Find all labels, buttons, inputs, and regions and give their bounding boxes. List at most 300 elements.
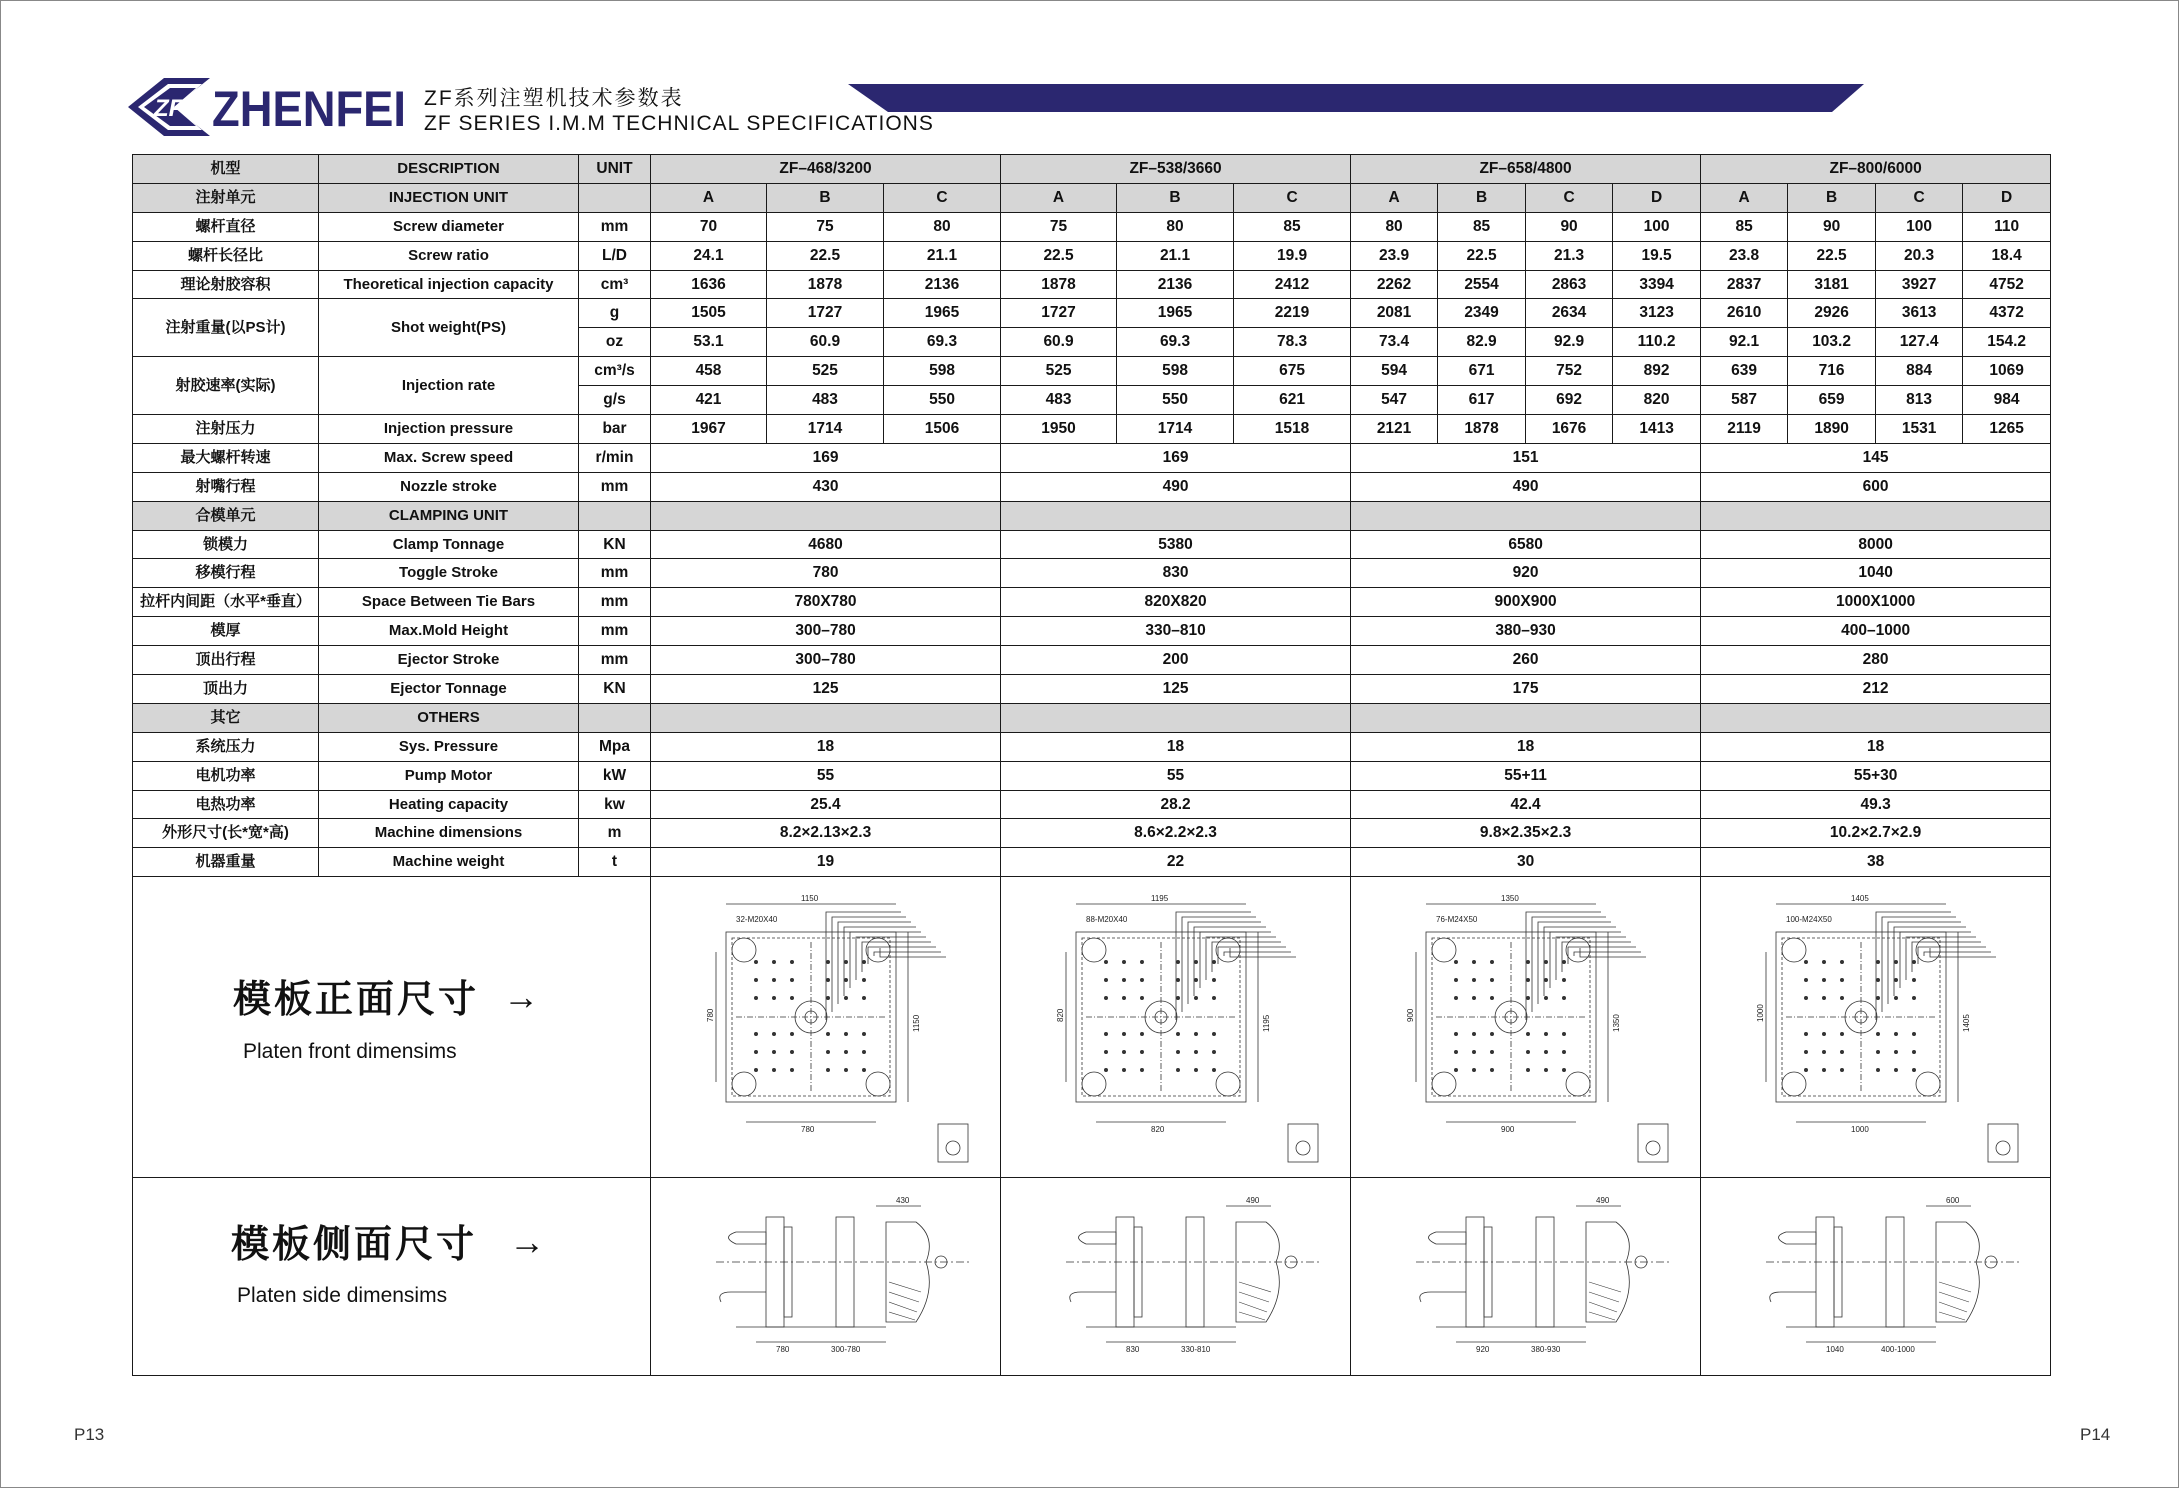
variant-cell: C [884, 183, 1001, 212]
value-cell: 100 [1876, 212, 1963, 241]
value-cell: 780X780 [651, 588, 1001, 617]
label-cn: 射嘴行程 [133, 472, 319, 501]
unit-cell: g/s [579, 386, 651, 415]
top-dimension-label: 430 [895, 1195, 909, 1205]
value-cell: 19.9 [1234, 241, 1351, 270]
variant-cell: B [1117, 183, 1234, 212]
label-cn: 理论射胶容积 [133, 270, 319, 299]
label-en: Injection pressure [319, 415, 579, 444]
value-cell: 1000X1000 [1701, 588, 2051, 617]
value-cell: 2121 [1351, 415, 1438, 444]
front-drawing-cell [651, 877, 1001, 1178]
value-cell: 1265 [1963, 415, 2051, 444]
unit-cell [579, 183, 651, 212]
tie-bar-label: 780 [800, 1125, 814, 1135]
value-cell: 1965 [1117, 299, 1234, 328]
label-en: Pump Motor [319, 761, 579, 790]
value-cell: 1714 [1117, 415, 1234, 444]
value-cell: 260 [1351, 646, 1701, 675]
value-cell: 4680 [651, 530, 1001, 559]
width-label: 1350 [1500, 894, 1519, 904]
label-en: Ejector Stroke [319, 646, 579, 675]
value-cell: 587 [1701, 386, 1788, 415]
value-cell: 18 [651, 732, 1001, 761]
value-cell: 125 [1001, 675, 1351, 704]
row-nozzle-stroke [133, 472, 2051, 501]
label-en: Clamp Tonnage [319, 530, 579, 559]
unit-cell: mm [579, 617, 651, 646]
value-cell: 1413 [1613, 415, 1701, 444]
front-cn-label: 模板正面尺寸 [233, 977, 480, 1022]
unit-cell: r/min [579, 443, 651, 472]
value-cell: 2610 [1701, 299, 1788, 328]
variant-cell: A [1001, 183, 1117, 212]
label-cn: 射胶速率(实际) [133, 357, 319, 415]
value-cell: 8000 [1701, 530, 2051, 559]
front-drawing-cell [1001, 877, 1351, 1178]
mold-height-label: 380-930 [1530, 1344, 1560, 1354]
row-side-drawings [133, 1178, 2051, 1376]
svg-text:ZHENFEI: ZHENFEI [212, 81, 406, 137]
front-drawing-cell [1701, 877, 2051, 1178]
value-cell: 3394 [1613, 270, 1701, 299]
header-en: DESCRIPTION [319, 155, 579, 184]
row-shot-weight-g [133, 299, 2051, 328]
thread-label: 100-M24X50 [1785, 915, 1832, 925]
value-cell: 22 [1001, 848, 1351, 877]
value-cell: 82.9 [1438, 328, 1526, 357]
value-cell: 884 [1876, 357, 1963, 386]
value-cell: 1878 [1438, 415, 1526, 444]
variant-cell: B [767, 183, 884, 212]
blank-cell [651, 501, 1001, 530]
value-cell: 22.5 [1001, 241, 1117, 270]
value-cell: 1676 [1526, 415, 1613, 444]
title-en: ZF SERIES I.M.M TECHNICAL SPECIFICATIONS [424, 112, 934, 135]
value-cell: 594 [1351, 357, 1438, 386]
model-header: ZF–468/3200 [651, 155, 1001, 184]
unit-cell: L/D [579, 241, 651, 270]
model-header: ZF–658/4800 [1351, 155, 1701, 184]
row-clamp-tonnage [133, 530, 2051, 559]
value-cell: 2349 [1438, 299, 1526, 328]
tie-bar-vertical-label: 820 [1055, 1008, 1065, 1023]
height-label: 1150 [911, 1015, 921, 1033]
value-cell: 78.3 [1234, 328, 1351, 357]
label-cn: 机器重量 [133, 848, 319, 877]
tie-bar-label: 820 [1150, 1125, 1164, 1135]
value-cell: 2262 [1351, 270, 1438, 299]
value-cell: 1965 [884, 299, 1001, 328]
value-cell: 780 [651, 559, 1001, 588]
value-cell: 90 [1788, 212, 1876, 241]
label-cn: 顶出行程 [133, 646, 319, 675]
value-cell: 60.9 [767, 328, 884, 357]
header-cn: 机型 [133, 155, 319, 184]
label-cn: 模厚 [133, 617, 319, 646]
value-cell: 525 [767, 357, 884, 386]
height-label: 1195 [1261, 1015, 1271, 1033]
value-cell: 20.3 [1876, 241, 1963, 270]
value-cell: 23.8 [1701, 241, 1788, 270]
top-dimension-label: 490 [1595, 1195, 1609, 1205]
value-cell: 490 [1351, 472, 1701, 501]
value-cell: 75 [1001, 212, 1117, 241]
platen-side-drawing [1376, 1192, 1676, 1362]
value-cell: 8.6×2.2×2.3 [1001, 819, 1351, 848]
header-accent-bar [848, 84, 1864, 112]
width-label: 1405 [1850, 894, 1869, 904]
arrow-right-icon: → [509, 1221, 545, 1263]
value-cell: 300–780 [651, 646, 1001, 675]
value-cell: 18 [1701, 732, 2051, 761]
value-cell: 2412 [1234, 270, 1351, 299]
blank-cell [651, 703, 1001, 732]
value-cell: 73.4 [1351, 328, 1438, 357]
unit-cell: cm³ [579, 270, 651, 299]
value-cell: 621 [1234, 386, 1351, 415]
value-cell: 125 [651, 675, 1001, 704]
row-pump-motor [133, 761, 2051, 790]
mold-height-label: 330-810 [1180, 1344, 1210, 1354]
label-en: Screw ratio [319, 241, 579, 270]
svg-text:ZF: ZF [154, 95, 184, 122]
label-en: Nozzle stroke [319, 472, 579, 501]
value-cell: 23.9 [1351, 241, 1438, 270]
value-cell: 85 [1701, 212, 1788, 241]
label-en: Injection rate [319, 357, 579, 415]
value-cell: 752 [1526, 357, 1613, 386]
row-dimensions [133, 819, 2051, 848]
unit-cell [579, 501, 651, 530]
value-cell: 1890 [1788, 415, 1876, 444]
label-cn: 锁模力 [133, 530, 319, 559]
unit-cell: oz [579, 328, 651, 357]
unit-cell: mm [579, 588, 651, 617]
value-cell: 2837 [1701, 270, 1788, 299]
value-cell: 820X820 [1001, 588, 1351, 617]
variant-cell: A [1351, 183, 1438, 212]
value-cell: 1950 [1001, 415, 1117, 444]
variant-cell: D [1963, 183, 2051, 212]
value-cell: 2136 [884, 270, 1001, 299]
value-cell: 22.5 [1438, 241, 1526, 270]
tie-bar-label: 780 [775, 1344, 789, 1354]
value-cell: 19 [651, 848, 1001, 877]
platen-side-drawing [1026, 1192, 1326, 1362]
section-cn: 合模单元 [133, 501, 319, 530]
label-cn: 最大螺杆转速 [133, 443, 319, 472]
value-cell: 127.4 [1876, 328, 1963, 357]
value-cell: 85 [1438, 212, 1526, 241]
value-cell: 458 [651, 357, 767, 386]
height-label: 1405 [1961, 1014, 1971, 1033]
side-drawing-cell [1001, 1178, 1351, 1376]
variant-cell: C [1876, 183, 1963, 212]
row-heating [133, 790, 2051, 819]
value-cell: 1878 [767, 270, 884, 299]
value-cell: 300–780 [651, 617, 1001, 646]
tie-bar-vertical-label: 1000 [1755, 1004, 1765, 1023]
label-cn: 顶出力 [133, 675, 319, 704]
tie-bar-label: 900 [1500, 1125, 1514, 1135]
label-cn: 螺杆长径比 [133, 241, 319, 270]
front-drawing-cell [1351, 877, 1701, 1178]
value-cell: 2554 [1438, 270, 1526, 299]
value-cell: 18 [1001, 732, 1351, 761]
front-label-cell [133, 877, 651, 1178]
value-cell: 920 [1351, 559, 1701, 588]
zhenfei-logo [128, 74, 408, 140]
platen-side-drawing [1726, 1192, 2026, 1362]
value-cell: 671 [1438, 357, 1526, 386]
label-en: Max.Mold Height [319, 617, 579, 646]
variant-cell: D [1613, 183, 1701, 212]
section-en: INJECTION UNIT [319, 183, 579, 212]
value-cell: 483 [1001, 386, 1117, 415]
value-cell: 28.2 [1001, 790, 1351, 819]
value-cell: 1506 [884, 415, 1001, 444]
label-en: Ejector Tonnage [319, 675, 579, 704]
section-en: CLAMPING UNIT [319, 501, 579, 530]
value-cell: 659 [1788, 386, 1876, 415]
label-en: Screw diameter [319, 212, 579, 241]
title-cn: ZF系列注塑机技术参数表 [424, 87, 684, 110]
value-cell: 90 [1526, 212, 1613, 241]
label-cn: 螺杆直径 [133, 212, 319, 241]
label-cn: 外形尺寸(长*宽*高) [133, 819, 319, 848]
row-injection-capacity [133, 270, 2051, 299]
tie-bar-vertical-label: 780 [705, 1008, 715, 1023]
variant-cell: C [1526, 183, 1613, 212]
value-cell: 21.1 [884, 241, 1001, 270]
tie-bar-label: 920 [1475, 1344, 1489, 1354]
value-cell: 145 [1701, 443, 2051, 472]
row-weight [133, 848, 2051, 877]
row-ejector-tonnage [133, 675, 2051, 704]
page-number-left: P13 [74, 1425, 105, 1444]
section-cn: 注射单元 [133, 183, 319, 212]
value-cell: 85 [1234, 212, 1351, 241]
value-cell: 2863 [1526, 270, 1613, 299]
value-cell: 49.3 [1701, 790, 2051, 819]
tie-bar-vertical-label: 900 [1405, 1008, 1415, 1023]
value-cell: 1069 [1963, 357, 2051, 386]
value-cell: 1727 [1001, 299, 1117, 328]
label-cn: 拉杆内间距（水平*垂直） [133, 588, 319, 617]
value-cell: 18 [1351, 732, 1701, 761]
value-cell: 25.4 [651, 790, 1001, 819]
value-cell: 55 [651, 761, 1001, 790]
value-cell: 1727 [767, 299, 884, 328]
blank-cell [1351, 703, 1701, 732]
variant-cell: B [1438, 183, 1526, 212]
value-cell: 24.1 [651, 241, 767, 270]
value-cell: 3181 [1788, 270, 1876, 299]
unit-cell: mm [579, 559, 651, 588]
side-en-label: Platen side dimensims [237, 1284, 448, 1308]
value-cell: 547 [1351, 386, 1438, 415]
platen-front-drawing [1726, 882, 2026, 1172]
value-cell: 5380 [1001, 530, 1351, 559]
value-cell: 692 [1526, 386, 1613, 415]
value-cell: 18.4 [1963, 241, 2051, 270]
value-cell: 169 [1001, 443, 1351, 472]
unit-cell: cm³/s [579, 357, 651, 386]
value-cell: 110.2 [1613, 328, 1701, 357]
label-en: Sys. Pressure [319, 732, 579, 761]
clamping-section-row [133, 501, 2051, 530]
side-drawing-cell [651, 1178, 1001, 1376]
others-section-row [133, 703, 2051, 732]
value-cell: 3123 [1613, 299, 1701, 328]
value-cell: 639 [1701, 357, 1788, 386]
mold-height-label: 400-1000 [1880, 1344, 1915, 1354]
value-cell: 2219 [1234, 299, 1351, 328]
tie-bar-label: 1040 [1825, 1344, 1844, 1354]
value-cell: 1636 [651, 270, 767, 299]
blank-cell [1001, 501, 1351, 530]
unit-cell: mm [579, 646, 651, 675]
value-cell: 151 [1351, 443, 1701, 472]
value-cell: 200 [1001, 646, 1351, 675]
value-cell: 55+11 [1351, 761, 1701, 790]
label-en: Machine dimensions [319, 819, 579, 848]
value-cell: 92.9 [1526, 328, 1613, 357]
thread-label: 88-M20X40 [1085, 915, 1127, 925]
unit-cell: m [579, 819, 651, 848]
tie-bar-label: 830 [1125, 1344, 1139, 1354]
platen-front-drawing [676, 882, 976, 1172]
value-cell: 8.2×2.13×2.3 [651, 819, 1001, 848]
blank-cell [1001, 703, 1351, 732]
label-cn: 系统压力 [133, 732, 319, 761]
unit-cell: g [579, 299, 651, 328]
unit-cell: KN [579, 675, 651, 704]
value-cell: 38 [1701, 848, 2051, 877]
platen-side-drawing [676, 1192, 976, 1362]
value-cell: 53.1 [651, 328, 767, 357]
value-cell: 550 [1117, 386, 1234, 415]
value-cell: 675 [1234, 357, 1351, 386]
value-cell: 3613 [1876, 299, 1963, 328]
row-injection-rate-cm [133, 357, 2051, 386]
value-cell: 21.1 [1117, 241, 1234, 270]
value-cell: 4752 [1963, 270, 2051, 299]
unit-cell: kW [579, 761, 651, 790]
value-cell: 483 [767, 386, 884, 415]
mold-height-label: 300-780 [830, 1344, 860, 1354]
value-cell: 598 [1117, 357, 1234, 386]
value-cell: 154.2 [1963, 328, 2051, 357]
value-cell: 6580 [1351, 530, 1701, 559]
label-en: Max. Screw speed [319, 443, 579, 472]
value-cell: 1714 [767, 415, 884, 444]
value-cell: 80 [884, 212, 1001, 241]
unit-cell: t [579, 848, 651, 877]
row-sys-pressure [133, 732, 2051, 761]
header-unit: UNIT [579, 155, 651, 184]
value-cell: 169 [651, 443, 1001, 472]
variant-cell: B [1788, 183, 1876, 212]
value-cell: 400–1000 [1701, 617, 2051, 646]
label-cn: 注射压力 [133, 415, 319, 444]
platen-front-drawing [1026, 882, 1326, 1172]
blank-cell [1701, 703, 2051, 732]
value-cell: 892 [1613, 357, 1701, 386]
value-cell: 525 [1001, 357, 1117, 386]
value-cell: 100 [1613, 212, 1701, 241]
value-cell: 10.2×2.7×2.9 [1701, 819, 2051, 848]
front-en-label: Platen front dimensims [243, 1040, 457, 1064]
side-drawing-cell [1351, 1178, 1701, 1376]
value-cell: 430 [651, 472, 1001, 501]
variant-cell: A [651, 183, 767, 212]
value-cell: 550 [884, 386, 1001, 415]
value-cell: 9.8×2.35×2.3 [1351, 819, 1701, 848]
unit-cell: bar [579, 415, 651, 444]
table-header-row [133, 155, 2051, 184]
value-cell: 22.5 [767, 241, 884, 270]
label-en: Theoretical injection capacity [319, 270, 579, 299]
value-cell: 1967 [651, 415, 767, 444]
value-cell: 212 [1701, 675, 2051, 704]
row-toggle-stroke [133, 559, 2051, 588]
value-cell: 75 [767, 212, 884, 241]
row-screw-ratio [133, 241, 2051, 270]
value-cell: 60.9 [1001, 328, 1117, 357]
value-cell: 1518 [1234, 415, 1351, 444]
unit-cell [579, 703, 651, 732]
unit-cell: mm [579, 472, 651, 501]
value-cell: 92.1 [1701, 328, 1788, 357]
model-header: ZF–800/6000 [1701, 155, 2051, 184]
value-cell: 598 [884, 357, 1001, 386]
label-en: Heating capacity [319, 790, 579, 819]
value-cell: 900X900 [1351, 588, 1701, 617]
top-dimension-label: 490 [1245, 1195, 1259, 1205]
value-cell: 820 [1613, 386, 1701, 415]
value-cell: 1040 [1701, 559, 2051, 588]
section-cn: 其它 [133, 703, 319, 732]
value-cell: 2634 [1526, 299, 1613, 328]
row-screw-speed [133, 443, 2051, 472]
unit-cell: mm [579, 212, 651, 241]
value-cell: 4372 [1963, 299, 2051, 328]
value-cell: 830 [1001, 559, 1351, 588]
value-cell: 30 [1351, 848, 1701, 877]
value-cell: 80 [1117, 212, 1234, 241]
value-cell: 69.3 [1117, 328, 1234, 357]
value-cell: 1531 [1876, 415, 1963, 444]
thread-label: 32-M20X40 [735, 915, 777, 925]
value-cell: 42.4 [1351, 790, 1701, 819]
value-cell: 600 [1701, 472, 2051, 501]
value-cell: 490 [1001, 472, 1351, 501]
value-cell: 617 [1438, 386, 1526, 415]
value-cell: 984 [1963, 386, 2051, 415]
top-dimension-label: 600 [1945, 1195, 1959, 1205]
spec-table [132, 154, 2051, 1376]
value-cell: 175 [1351, 675, 1701, 704]
row-tie-bars [133, 588, 2051, 617]
value-cell: 22.5 [1788, 241, 1876, 270]
side-cn-label: 模板侧面尺寸 [231, 1222, 478, 1267]
label-cn: 移模行程 [133, 559, 319, 588]
injection-section-row [133, 183, 2051, 212]
tie-bar-label: 1000 [1850, 1125, 1869, 1135]
value-cell: 280 [1701, 646, 2051, 675]
